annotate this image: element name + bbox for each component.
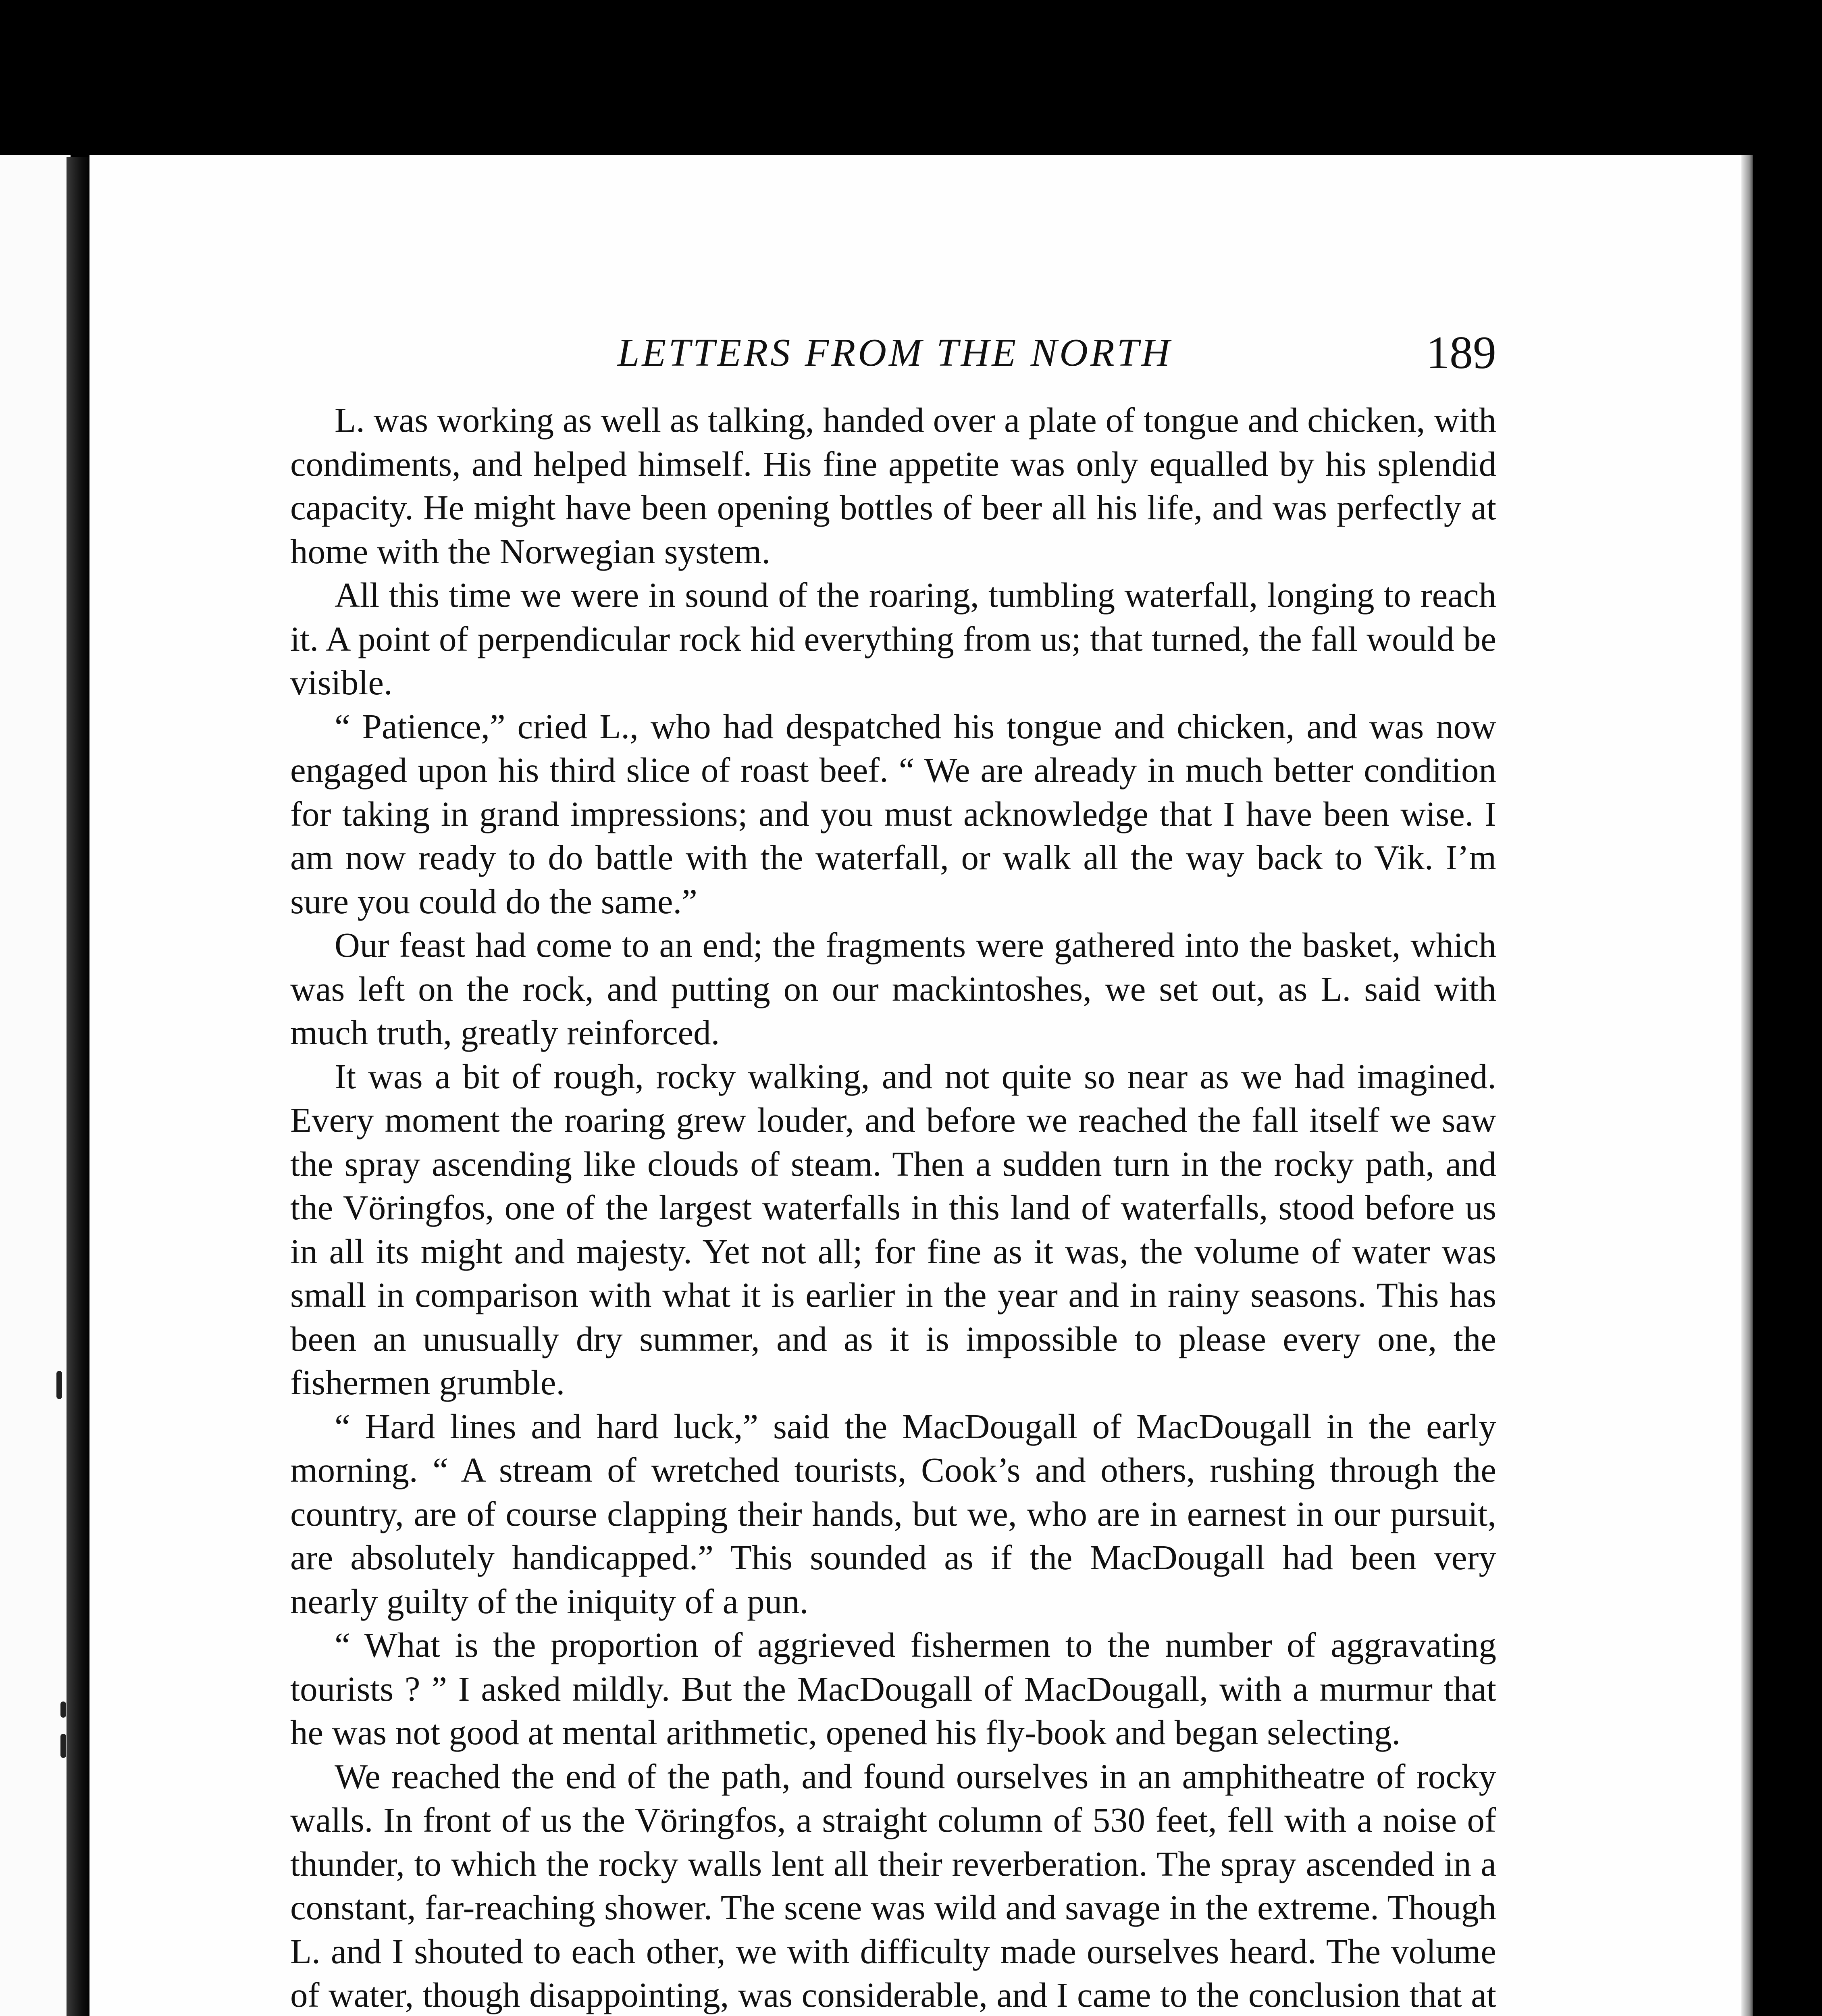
spine-shadow [67, 157, 91, 2016]
page-number: 189 [1426, 327, 1496, 379]
paragraph: “ What is the proportion of aggrieved fishermen to the number of aggravating tourists ? ” I asked mildly. But the MacDougall of MacDougall, with a murmur that he was not good at mental arithmetic, opened his fly-book and began selecting. [290, 1625, 1496, 1752]
paragraph: “ Patience,” cried L., who had despatched his tongue and chicken, and was now engaged upon his third slice of roast beef. “ We are already in much better condition for taking in grand impressions; and you must acknowledge that I have been wise. I am now ready to do battle with the waterfall, or walk all the way back to Vik. I’m sure you could do the same.” [290, 706, 1496, 921]
paragraph: “ Hard lines and hard luck,” said the MacDougall of MacDougall in the early morning. “ A stream of wretched tourists, Cook’s and others, rushing through the country, are of course clapping their hands, but we, who are in earnest in our pursuit, are absolutely handicapped.” This sounded as if the MacDougall had been very nearly guilty of the iniquity of a pun. [290, 1406, 1496, 1621]
paragraph: Our feast had come to an end; the fragments were gathered into the basket, which was left on the rock, and putting on our mackintoshes, we set out, as L. said with much truth, greatly reinforced. [290, 925, 1496, 1052]
running-head: LETTERS FROM THE NORTH [617, 331, 1173, 375]
margin-mark [60, 1702, 66, 1718]
margin-mark [60, 1734, 66, 1758]
body-text [290, 398, 1496, 2016]
facing-page-edge [0, 155, 71, 2016]
paragraph: We reached the end of the path, and found ourselves in an amphitheatre of rocky walls. In front of us the Vöringfos, a straight column of 530 feet, fell with a noise of thunder, to which the rocky walls lent all their reverberation. The spray ascended in a constant, far-reaching shower. The scene was wild and savage in the extreme. Though L. and I shouted to each other, we with difficulty made ourselves heard. The volume of water, though disappointing, was considerable, and I came to the conclusion that at [290, 1756, 1496, 2014]
margin-mark [56, 1371, 62, 1399]
page-fore-edge [1741, 155, 1753, 2016]
paragraph: All this time we were in sound of the roaring, tumbling waterfall, longing to reach it. A point of perpendicular rock hid everything from us; that turned, the fall would be visible. [290, 575, 1496, 702]
paragraph: L. was working as well as talking, handed over a plate of tongue and chicken, with condiments, and helped himself. His fine appetite was only equalled by his splendid capacity. He might have been opening bottles of beer all his life, and was perfectly at home with the Norwegian system. [290, 400, 1496, 571]
paragraph: It was a bit of rough, rocky walking, and not quite so near as we had imagined. Every moment the roaring grew louder, and before we reached the fall itself we saw the spray ascending like clouds of steam. Then a sudden turn in the rocky path, and the Vöringfos, one of the largest waterfalls in this land of waterfalls, stood before us in all its might and majesty. Yet not all; for fine as it was, the volume of water was small in comparison with what it is earlier in the year and in rainy seasons. This has been an unusually dry summer, and as it is impossible to please every one, the fishermen grumble. [290, 1056, 1496, 1402]
